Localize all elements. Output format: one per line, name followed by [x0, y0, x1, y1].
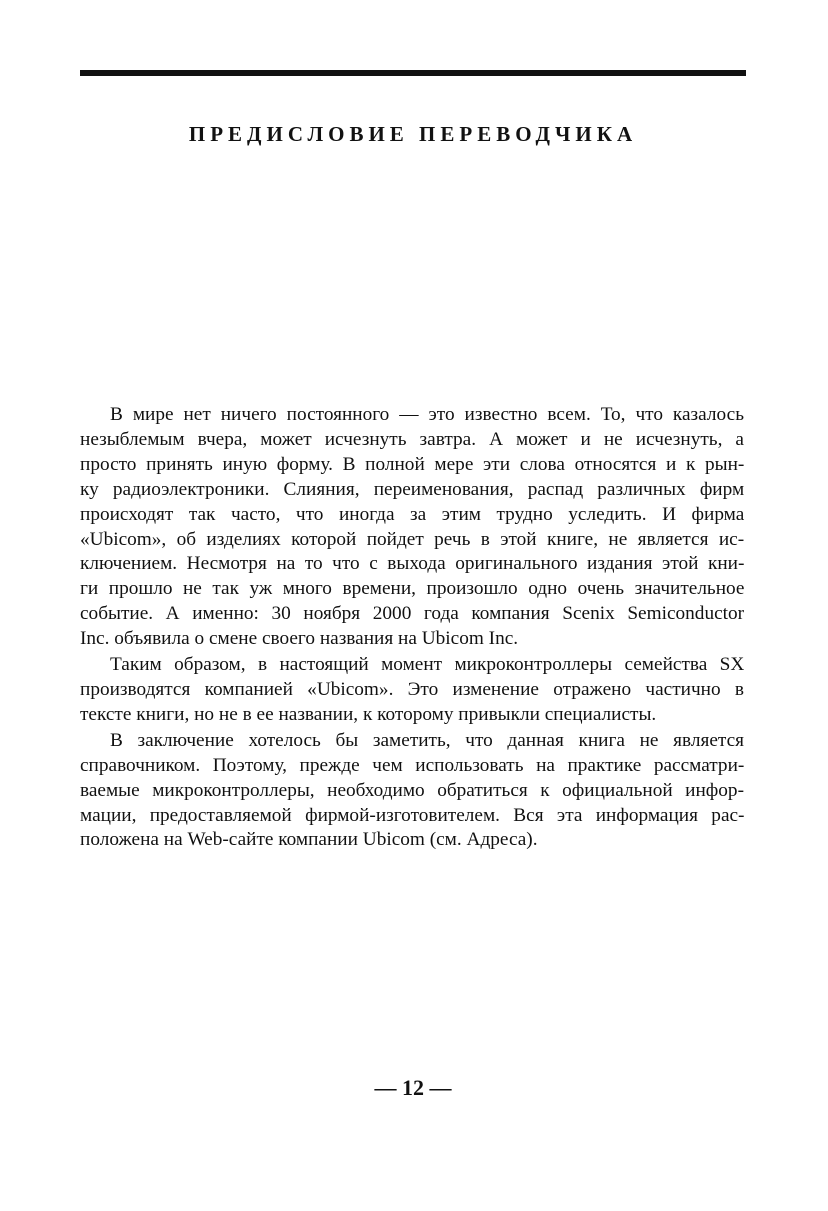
text-line: «Ubicom», об изделиях которой пойдет речь в этой книге, не является ис- [80, 528, 745, 550]
text-line: мации, предоставляемой фирмой-изготовителем. Вся эта информация рас- [80, 804, 745, 826]
text-line: незыблемым вчера, может исчезнуть завтра. А может и не исчезнуть, а [80, 428, 744, 450]
text-line: тексте книги, но не в ее названии, к которому привыкли специалисты. [80, 703, 657, 725]
paragraph-2 [80, 653, 744, 728]
text-line: событие. А именно: 30 ноября 2000 года компания Scenix Semiconductor [80, 603, 745, 625]
text-line: происходят так часто, что иногда за этим трудно уследить. И фирма [80, 503, 745, 525]
paragraph-3 [80, 729, 744, 854]
text-line: В заключение хотелось бы заметить, что данная книга не является [110, 729, 744, 751]
paragraph-1 [80, 403, 744, 652]
text-line: справочником. Поэтому, прежде чем использовать на практике рассматри- [80, 754, 745, 776]
text-line: просто принять иную форму. В полной мере эти слова относятся и к рын- [80, 453, 745, 475]
chapter-title: ПРЕДИСЛОВИЕ ПЕРЕВОДЧИКА [188, 122, 638, 146]
text-line: В мире нет ничего постоянного — это известно всем. То, что казалось [110, 404, 744, 425]
page-number: — 12 — [374, 1075, 452, 1100]
text-line: положена на Web-сайте компании Ubicom (см. Адреса). [80, 829, 538, 851]
text-line: производятся компанией «Ubicom». Это изменение отражено частично в [80, 678, 744, 700]
top-rule [80, 70, 746, 76]
text-line: ключением. Несмотря на то что с выхода оригинального издания этой кни- [80, 553, 745, 575]
text-line: ку радиоэлектроники. Слияния, переименования, распад различных фирм [80, 478, 745, 500]
body-text [80, 403, 744, 854]
text-line: Inc. объявила о смене своего названия на Ubicom Inc. [80, 628, 519, 650]
text-line: ваемые микроконтроллеры, необходимо обратиться к официальной инфор- [80, 779, 744, 801]
text-line: ги прошло не так уж много времени, произошло одно очень значительное [80, 578, 745, 600]
text-line: Таким образом, в настоящий момент микроконтроллеры семейства SX [110, 654, 745, 676]
